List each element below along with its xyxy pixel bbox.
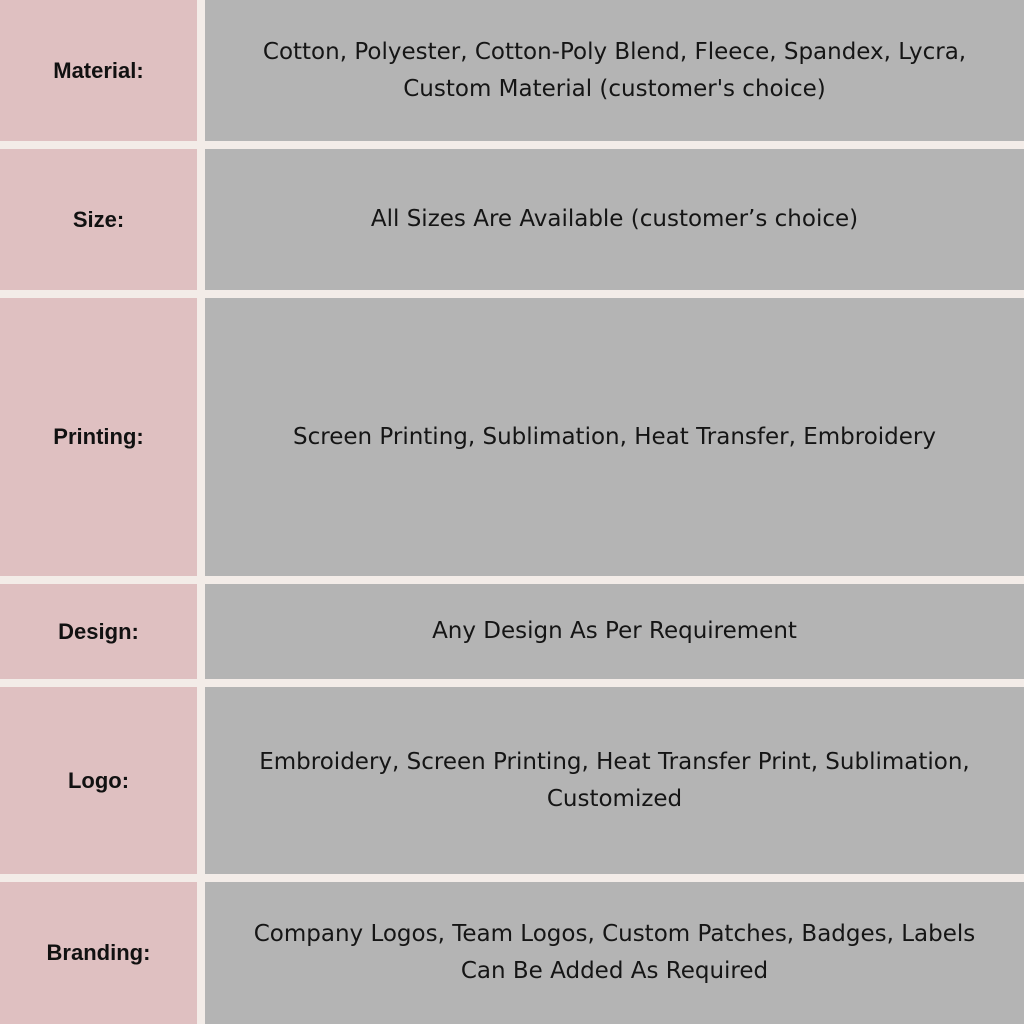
branding-value-line-1: Company Logos, Team Logos, Custom Patches, Badges, Labels <box>253 921 976 947</box>
branding-value <box>205 882 1024 1024</box>
table-row-material <box>0 0 1024 141</box>
design-label: Design: <box>0 584 197 679</box>
logo-value-line-2: Customized <box>546 785 683 812</box>
table-row-logo <box>0 687 1024 874</box>
table-row-design <box>0 584 1024 679</box>
logo-value <box>205 687 1024 874</box>
logo-label: Logo: <box>0 687 197 874</box>
design-value-line-1: Any Design As Per Requirement <box>432 618 797 644</box>
size-label: Size: <box>0 149 197 290</box>
material-value <box>205 0 1024 141</box>
table-row-branding <box>0 882 1024 1024</box>
logo-value-line-1: Embroidery, Screen Printing, Heat Transfer Print, Sublimation, <box>259 748 970 775</box>
printing-value-line-1: Screen Printing, Sublimation, Heat Transfer, Embroidery <box>293 423 936 450</box>
table-row-printing <box>0 298 1024 576</box>
material-label: Material: <box>0 0 197 141</box>
design-value <box>205 584 1024 679</box>
branding-label: Branding: <box>0 882 197 1024</box>
size-value <box>205 149 1024 290</box>
table-row-size <box>0 149 1024 290</box>
printing-label: Printing: <box>0 298 197 576</box>
branding-value-line-2: Can Be Added As Required <box>460 958 769 984</box>
material-value-line-1: Cotton, Polyester, Cotton-Poly Blend, Fleece, Spandex, Lycra, <box>262 38 967 65</box>
printing-value <box>205 298 1024 576</box>
size-value-line-1: All Sizes Are Available (customer’s choice) <box>370 206 859 232</box>
material-value-line-2: Custom Material (customer's choice) <box>403 75 826 102</box>
